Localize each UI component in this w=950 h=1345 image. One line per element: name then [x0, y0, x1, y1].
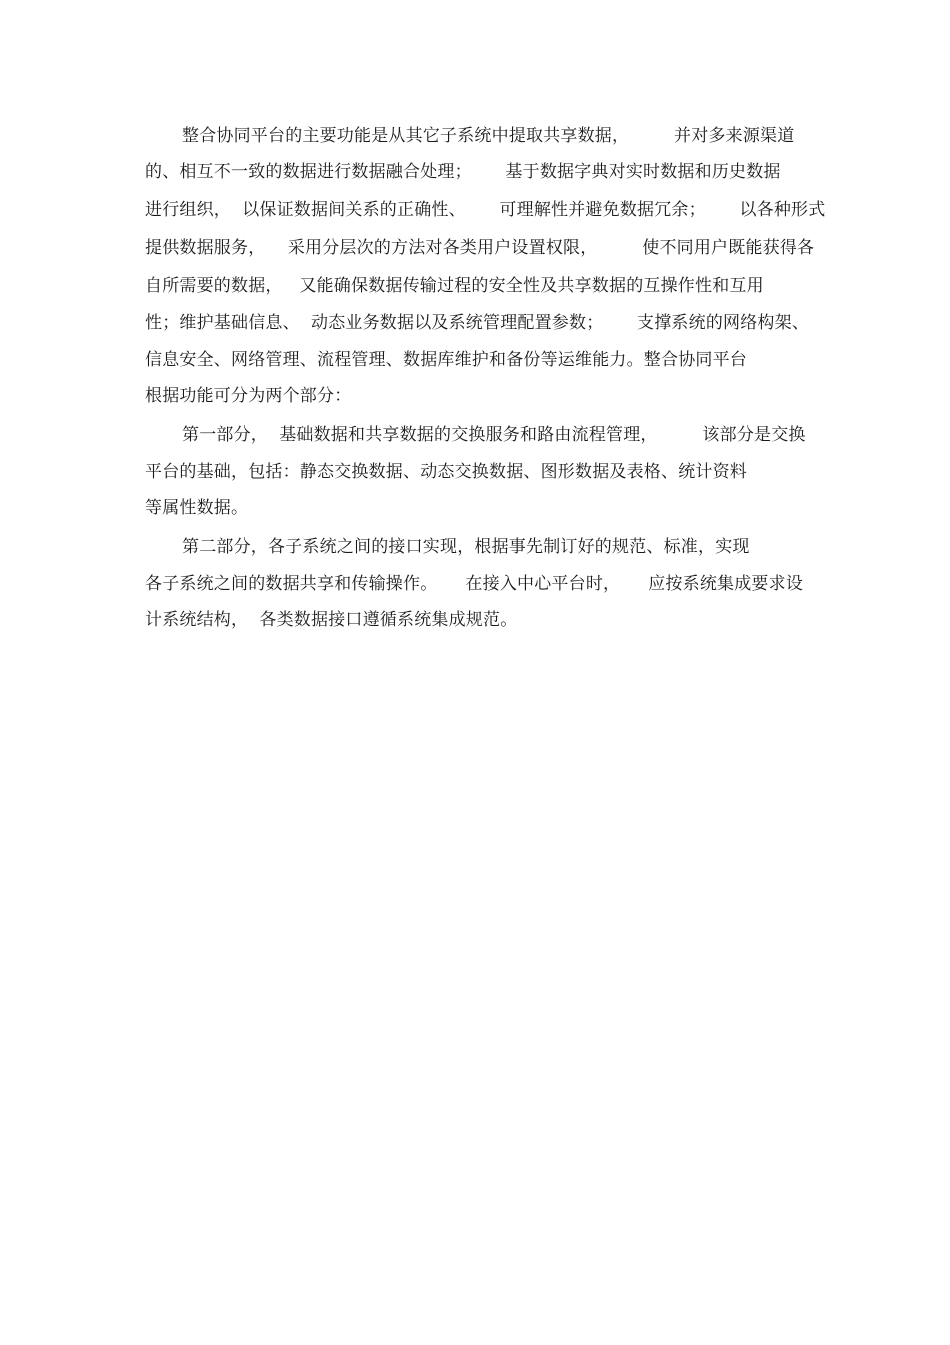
paragraph-3-line-3: 计系统结构， 各类数据接口遵循系统集成规范。	[145, 610, 518, 630]
paragraph-1-line-8: 根据功能可分为两个部分：	[145, 386, 352, 406]
paragraph-1-line-6: 性；维护基础信息、 动态业务数据以及系统管理配置参数； 支撑系统的网络构架、	[145, 313, 810, 333]
paragraph-1-line-5: 自所需要的数据， 又能确保数据传输过程的安全性及共享数据的互操作性和互用	[145, 276, 764, 296]
paragraph-1-line-4: 提供数据服务， 采用分层次的方法对各类用户设置权限， 使不同用户既能获得各	[145, 238, 815, 258]
paragraph-2-line-2: 平台的基础，包括：静态交换数据、动态交换数据、图形数据及表格、统计资料	[145, 462, 747, 482]
paragraph-2-line-1: 第一部分， 基础数据和共享数据的交换服务和路由流程管理， 该部分是交换	[182, 425, 806, 445]
paragraph-3-line-2: 各子系统之间的数据共享和传输操作。 在接入中心平台时， 应按系统集成要求设	[145, 574, 804, 594]
paragraph-1-line-7: 信息安全、网络管理、流程管理、数据库维护和备份等运维能力。整合协同平台	[145, 350, 747, 370]
paragraph-1-line-3: 进行组织， 以保证数据间关系的正确性、 可理解性并避免数据冗余； 以各种形式	[145, 200, 826, 220]
paragraph-1-line-2: 的、相互不一致的数据进行数据融合处理； 基于数据字典对实时数据和历史数据	[145, 162, 781, 182]
paragraph-1-line-1: 整合协同平台的主要功能是从其它子系统中提取共享数据， 并对多来源渠道	[182, 126, 795, 146]
paragraph-2-line-3: 等属性数据。	[145, 498, 249, 518]
paragraph-3-line-1: 第二部分，各子系统之间的接口实现，根据事先制订好的规范、标准，实现	[182, 537, 750, 557]
